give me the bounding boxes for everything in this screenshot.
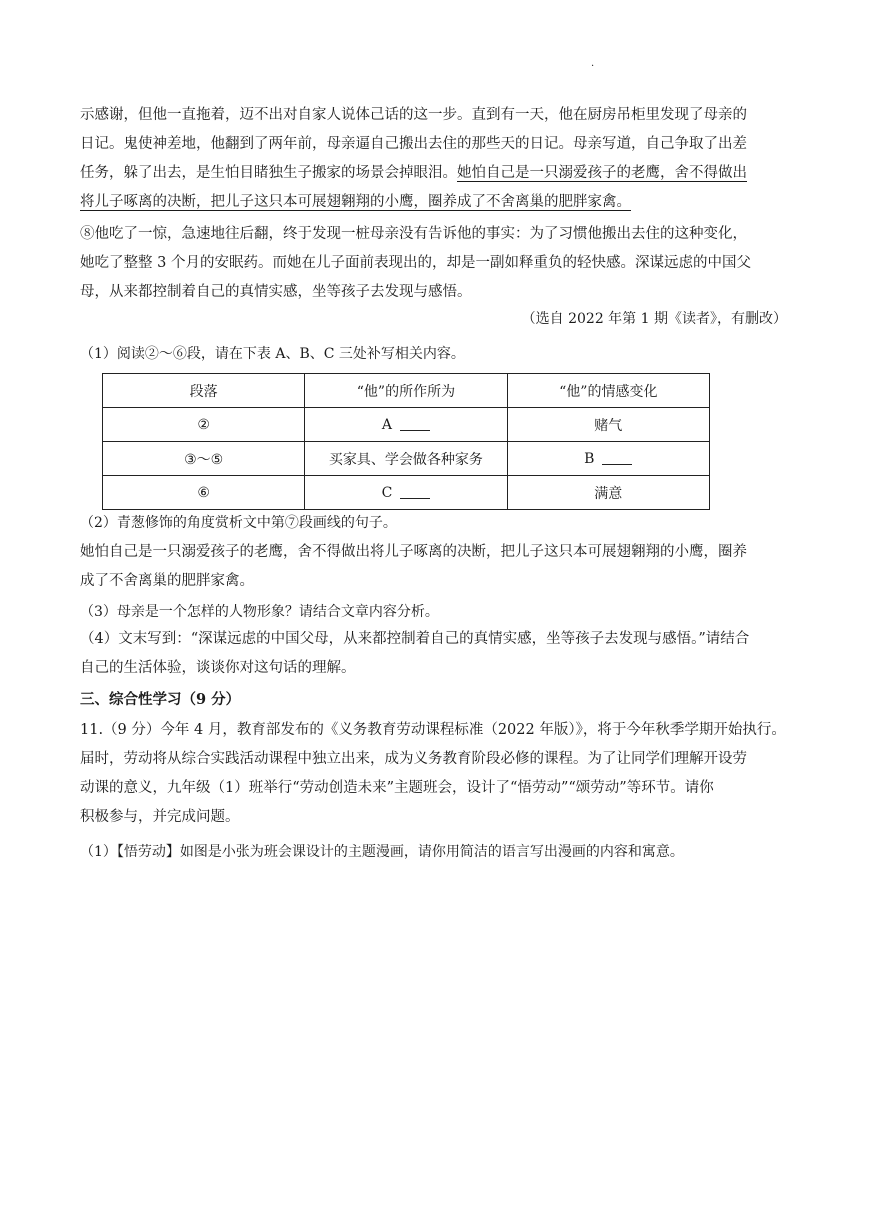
question-line: 届时，劳动将从综合实践活动课程中独立出来，成为义务教育阶段必修的课程。为了让同学们理解开设劳 <box>80 751 747 767</box>
table-cell-blank-b <box>507 442 709 476</box>
section-heading: 三、综合性学习（9 分） <box>80 691 241 708</box>
question-line: 积极参与，并完成问题。 <box>80 809 240 825</box>
underlined-sentence-part2: 将儿子啄离的决断，把儿子这只本可展翅翱翔的小鹰，圈养成了不舍离巢的肥胖家禽。 <box>80 194 631 210</box>
fill-blank <box>400 484 430 499</box>
question-11 <box>80 716 790 832</box>
passage-text: 任务，躲了出去，是生怕目睹独生子搬家的场景会掉眼泪。 <box>80 165 457 181</box>
underlined-sentence-part1: 她怕自己是一只溺爱孩子的老鹰，舍不得做出 <box>457 165 747 181</box>
passage-paragraph-8 <box>80 220 790 307</box>
question-line: 自己的生活体验，谈谈你对这句话的理解。 <box>80 660 356 676</box>
question-1: （1）阅读②～⑥段，请在下表 A、B、C 三处补写相关内容。 <box>80 346 465 362</box>
question-2: （2）青葱修饰的角度赏析文中第⑦段画线的句子。 <box>80 515 397 531</box>
passage-paragraph-7 <box>80 101 790 217</box>
question-line: 动课的意义，九年级（1）班举行“劳动创造未来”主题班会，设计了“悟劳动”“颂劳动”等环节。请你 <box>80 780 714 796</box>
table-cell: 满意 <box>507 476 709 510</box>
table-cell: ⑥ <box>103 476 305 510</box>
passage-line: 示感谢，但他一直拖着，迈不出对自家人说体己话的这一步。直到有一天，他在厨房吊柜里发现了母亲的 <box>80 107 747 123</box>
passage-line-mixed <box>80 159 790 188</box>
passage-line: 母，从来都控制着自己的真情实感，坐等孩子去发现与感悟。 <box>80 284 472 300</box>
table-cell-blank-c <box>305 476 507 510</box>
fill-blank <box>400 416 430 431</box>
passage-line: 日记。鬼使神差地，他翻到了两年前，母亲逼自己搬出去住的那些天的日记。母亲写道，自己争取了出差 <box>80 136 747 152</box>
fill-blank <box>602 450 632 465</box>
answer-table <box>102 373 710 510</box>
quote-line: 成了不舍离巢的肥胖家禽。 <box>80 573 254 589</box>
question-3: （3）母亲是一个怎样的人物形象？请结合文章内容分析。 <box>80 604 439 620</box>
table-row <box>103 476 710 510</box>
passage-line: ⑧他吃了一惊，急速地往后翻，终于发现一桩母亲没有告诉他的事实：为了习惯他搬出去住的这种变化， <box>80 226 747 242</box>
question-2-quote <box>80 538 790 596</box>
table-cell: ③～⑤ <box>103 442 305 476</box>
table-header: “他”的情感变化 <box>507 374 709 408</box>
source-citation: （选自 2022 年第 1 期《读者》，有删改） <box>521 311 787 327</box>
table-cell: ② <box>103 408 305 442</box>
passage-line-underlined <box>80 188 790 217</box>
table-row <box>103 442 710 476</box>
question-line: （4）文末写到：“深谋远虑的中国父母，从来都控制着自己的真情实感，坐等孩子去发现与感悟。”请结合 <box>80 631 750 647</box>
table-cell-blank-a <box>305 408 507 442</box>
table-header: 段落 <box>103 374 305 408</box>
table-header-row <box>103 374 710 408</box>
question-4 <box>80 625 790 683</box>
table-cell: 买家具、学会做各种家务 <box>305 442 507 476</box>
blank-label: A <box>381 417 392 433</box>
question-line: 11.（9 分）今年 4 月，教育部发布的《义务教育劳动课程标准（2022 年版）》，将于今年秋季学期开始执行。 <box>80 722 786 738</box>
passage-line: 她吃了整整 3 个月的安眠药。而她在儿子面前表现出的，却是一副如释重负的轻快感。深谋远虑的中国父 <box>80 255 751 271</box>
quote-line: 她怕自己是一只溺爱孩子的老鹰，舍不得做出将儿子啄离的决断，把儿子这只本可展翅翱翔的小鹰，圈养 <box>80 544 747 560</box>
table-header: “他”的所作所为 <box>305 374 507 408</box>
question-11-1: （1）【悟劳动】如图是小张为班会课设计的主题漫画，请你用简洁的语言写出漫画的内容和寓意。 <box>80 844 684 860</box>
blank-label: C <box>381 485 393 501</box>
table-cell: 赌气 <box>507 408 709 442</box>
table-row <box>103 408 710 442</box>
blank-label: B <box>584 451 595 467</box>
header-mark: . <box>591 58 595 69</box>
